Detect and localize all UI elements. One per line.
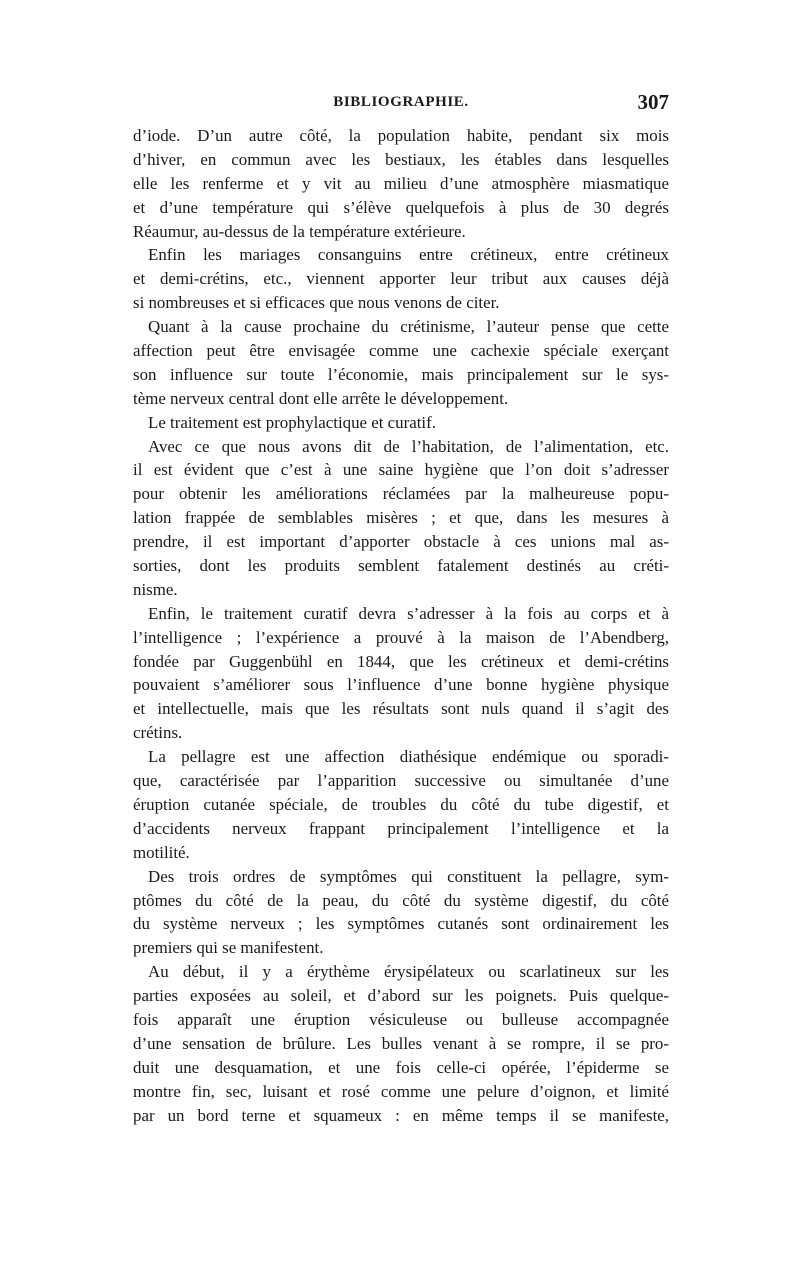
text-line: Enfin, le traitement curatif devra s’adresser à la fois au corps et à [148,603,669,623]
text-line: prendre, il est important d’apporter obstacle à ces unions mal as- [133,532,669,552]
text-line: et d’une température qui s’élève quelquefois à plus de 30 degrés [133,197,669,217]
text-line: crétins. [133,723,183,743]
text-line: duit une desquamation, et une fois celle-ci opérée, l’épiderme se [133,1057,669,1077]
body-text [133,124,669,1127]
text-line: d’accidents nerveux frappant principalement l’intelligence et la [133,818,669,838]
page-number: 307 [637,90,669,114]
text-line: d’une sensation de brûlure. Les bulles venant à se rompre, il se pro- [133,1033,669,1053]
text-line: éruption cutanée spéciale, de troubles du côté du tube digestif, et [133,794,669,814]
text-line: tème nerveux central dont elle arrête le développement. [133,388,509,408]
text-line: parties exposées au soleil, et d’abord sur les poignets. Puis quelque- [133,986,669,1006]
text-line: par un bord terne et squameux : en même temps il se manifeste, [133,1105,669,1125]
text-line: et intellectuelle, mais que les résultats sont nuls quand il s’agit des [133,699,669,719]
text-line: et demi-crétins, etc., viennent apporter leur tribut aux causes déjà [133,269,669,289]
text-line: fois apparaît une éruption vésiculeuse ou bulleuse accompagnée [133,1009,669,1029]
text-line: l’intelligence ; l’expérience a prouvé à la maison de l’Abendberg, [133,627,669,647]
text-line: d’iode. D’un autre côté, la population habite, pendant six mois [133,126,669,145]
text-line: Enfin les mariages consanguins entre crétineux, entre crétineux [148,245,669,265]
text-line: ptômes du côté de la peau, du côté du système digestif, du côté [133,890,669,910]
text-line: si nombreuses et si efficaces que nous venons de citer. [133,293,500,313]
text-line: Le traitement est prophylactique et curatif. [148,412,436,432]
text-line: premiers qui se manifestent. [133,938,324,958]
text-line: affection peut être envisagée comme une cachexie spéciale exerçant [133,341,669,361]
text-line: pour obtenir les améliorations réclamées par la malheureuse popu- [133,484,669,504]
text-line: motilité. [133,842,190,862]
text-line: du système nerveux ; les symptômes cutanés sont ordinairement les [133,914,669,934]
text-line: Réaumur, au-dessus de la température extérieure. [133,221,466,241]
text-line: lation frappée de semblables misères ; et que, dans les mesures à [133,508,669,528]
text-line: pouvaient s’améliorer sous l’influence d’une bonne hygiène physique [133,675,669,695]
text-line: Des trois ordres de symptômes qui constituent la pellagre, sym- [148,866,669,886]
text-line: fondée par Guggenbühl en 1844, que les crétineux et demi-crétins [133,651,669,671]
text-line: Avec ce que nous avons dit de l’habitation, de l’alimentation, etc. [148,436,669,456]
text-line: montre fin, sec, luisant et rosé comme une pelure d’oignon, et limité [133,1081,669,1101]
text-line: elle les renferme et y vit au milieu d’une atmosphère miasmatique [133,173,669,193]
text-line: d’hiver, en commun avec les bestiaux, les étables dans lesquelles [133,149,669,169]
text-line: que, caractérisée par l’apparition successive ou simultanée d’une [133,771,669,791]
text-line: il est évident que c’est à une saine hygiène que l’on doit s’adresser [133,460,669,480]
text-line: Au début, il y a érythème érysipélateux ou scarlatineux sur les [148,962,669,982]
text-line: sorties, dont les produits semblent fatalement destinés au créti- [133,556,669,576]
text-line: nisme. [133,579,178,599]
text-line: son influence sur toute l’économie, mais principalement sur le sys- [133,364,669,384]
running-title: BIBLIOGRAPHIE. [333,94,469,110]
text-line: Quant à la cause prochaine du crétinisme, l’auteur pense que cette [148,317,669,337]
running-head [133,90,669,120]
text-line: La pellagre est une affection diathésique endémique ou sporadi- [148,747,669,767]
